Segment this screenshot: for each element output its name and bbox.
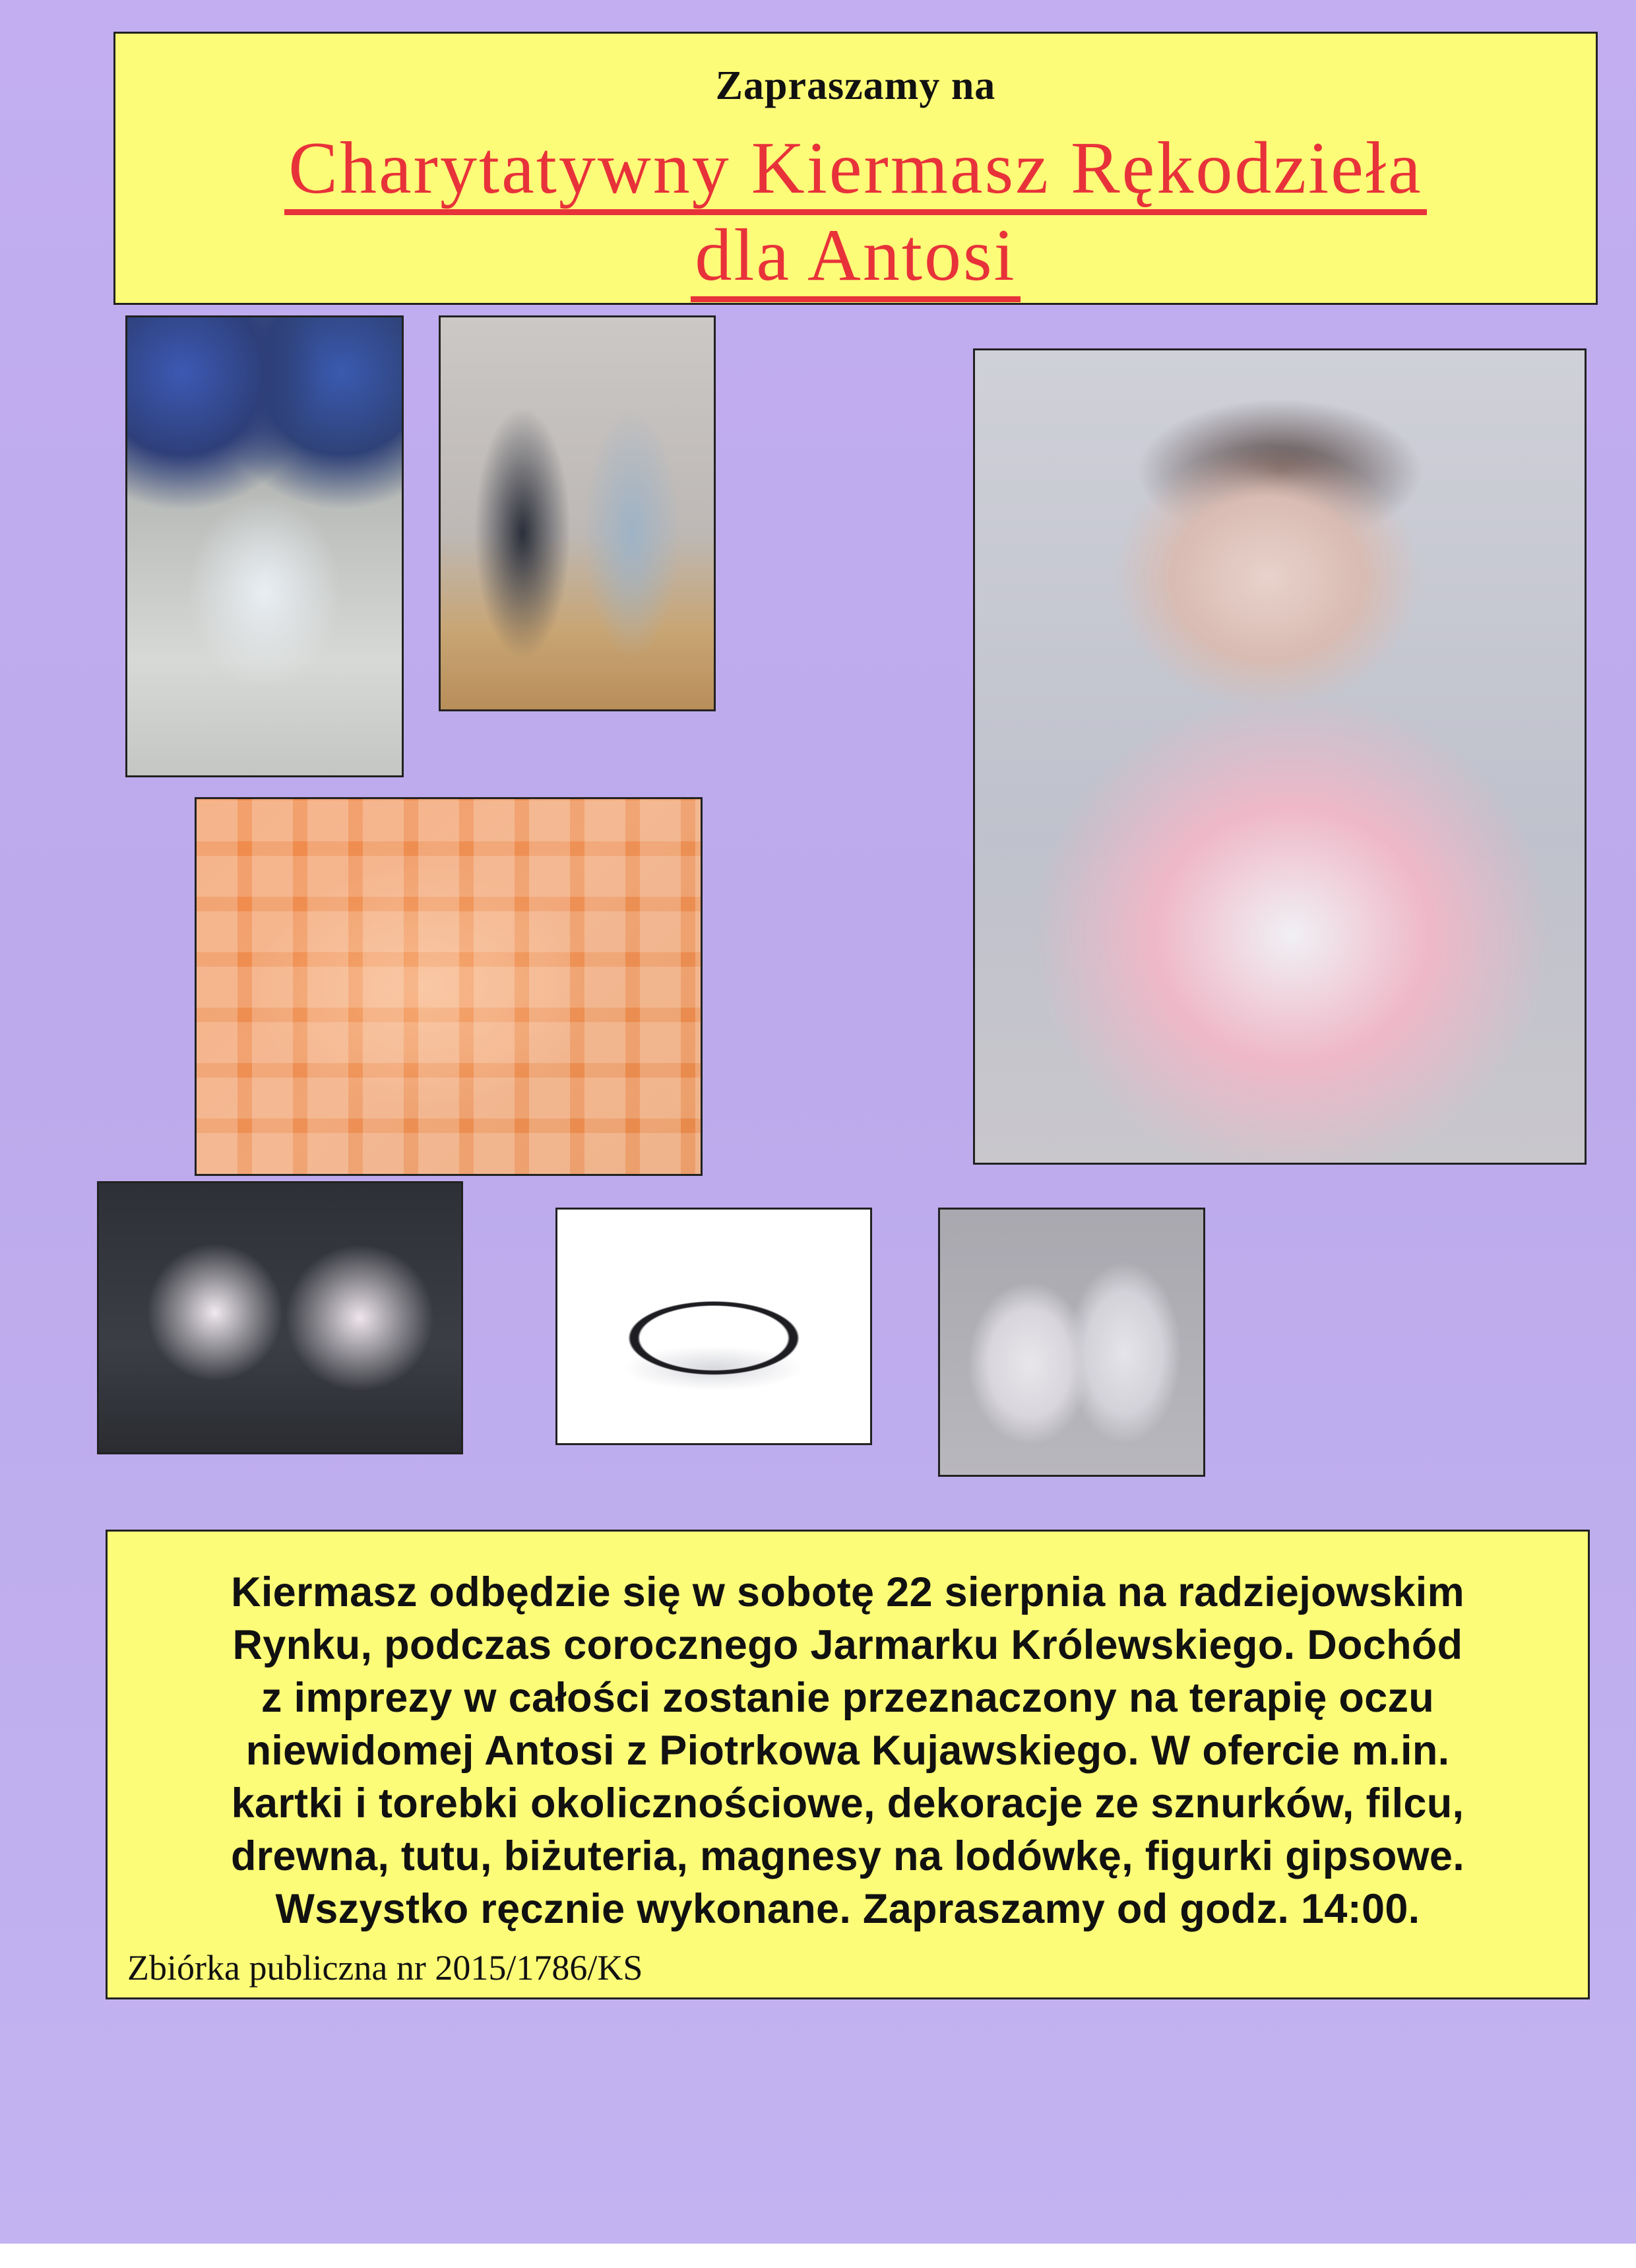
info-line: kartki i torebki okolicznościowe, dekoracje ze sznurków, filcu, [231,1780,1464,1827]
girl-portrait-photo [973,348,1587,1165]
info-line: Wszystko ręcznie wykonane. Zapraszamy od godz. 14:00. [275,1886,1420,1932]
angel-figurine-photo [125,315,404,777]
permit-number: Zbiórka publiczna nr 2015/1786/KS [127,1948,643,1988]
info-line: Rynku, podczas corocznego Jarmarku Królewskiego. Dochód [232,1622,1463,1668]
info-box [106,1530,1590,1999]
plaster-figurines-photo [938,1208,1205,1477]
info-line: drewna, tutu, biżuteria, magnesy na lodówkę, figurki gipsowe. [230,1833,1465,1879]
info-line: Kiermasz odbędzie się w sobotę 22 sierpnia na radziejowskim [231,1569,1464,1615]
title-line-1 [115,126,1596,211]
title-line-2 [115,213,1596,298]
gift-bags-photo [97,1181,463,1454]
title-line-1-text: Charytatywny Kiermasz Rękodzieła [284,127,1426,215]
title-line-2-text: dla Antosi [691,214,1020,302]
info-text [121,1566,1575,1935]
header-box [113,32,1598,305]
info-line: z imprezy w całości zostanie przeznaczony na terapię oczu [261,1675,1435,1721]
info-line: niewidomej Antosi z Piotrkowa Kujawskiego. W ofercie m.in. [245,1728,1450,1774]
bracelet-photo [555,1208,872,1445]
bead-packets-photo [195,797,703,1176]
invite-text: Zapraszamy na [715,63,996,108]
salt-dough-dolls-photo [439,315,716,711]
